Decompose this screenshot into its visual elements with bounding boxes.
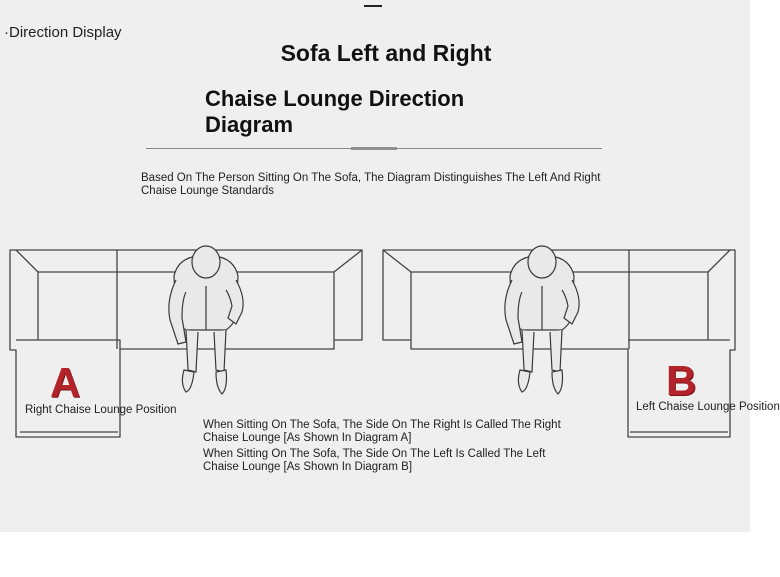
seated-person-icon-b xyxy=(505,246,579,394)
intro-text: Based On The Person Sitting On The Sofa, The Diagram Distinguishes The Left And Right Chaise Lounge Standards xyxy=(141,172,601,197)
page-subtitle: Chaise Lounge Direction Diagram xyxy=(205,86,465,137)
left-chaise-label: Left Chaise Lounge Position xyxy=(636,401,780,413)
seated-person-icon-a xyxy=(169,246,243,394)
note-left-chaise: When Sitting On The Sofa, The Side On The Left Is Called The Left Chaise Lounge [As Shown In Diagram B] xyxy=(203,448,546,473)
note-right-chaise: When Sitting On The Sofa, The Side On The Right Is Called The Right Chaise Lounge [As Shown In Diagram A] xyxy=(203,419,561,444)
page-title: Sofa Left and Right xyxy=(280,40,492,66)
section-label: ·Direction Display xyxy=(4,24,122,41)
diagram-letter-b: B xyxy=(666,357,697,404)
right-chaise-label: Right Chaise Lounge Position xyxy=(25,404,177,416)
diagram-letter-a: A xyxy=(50,359,81,406)
